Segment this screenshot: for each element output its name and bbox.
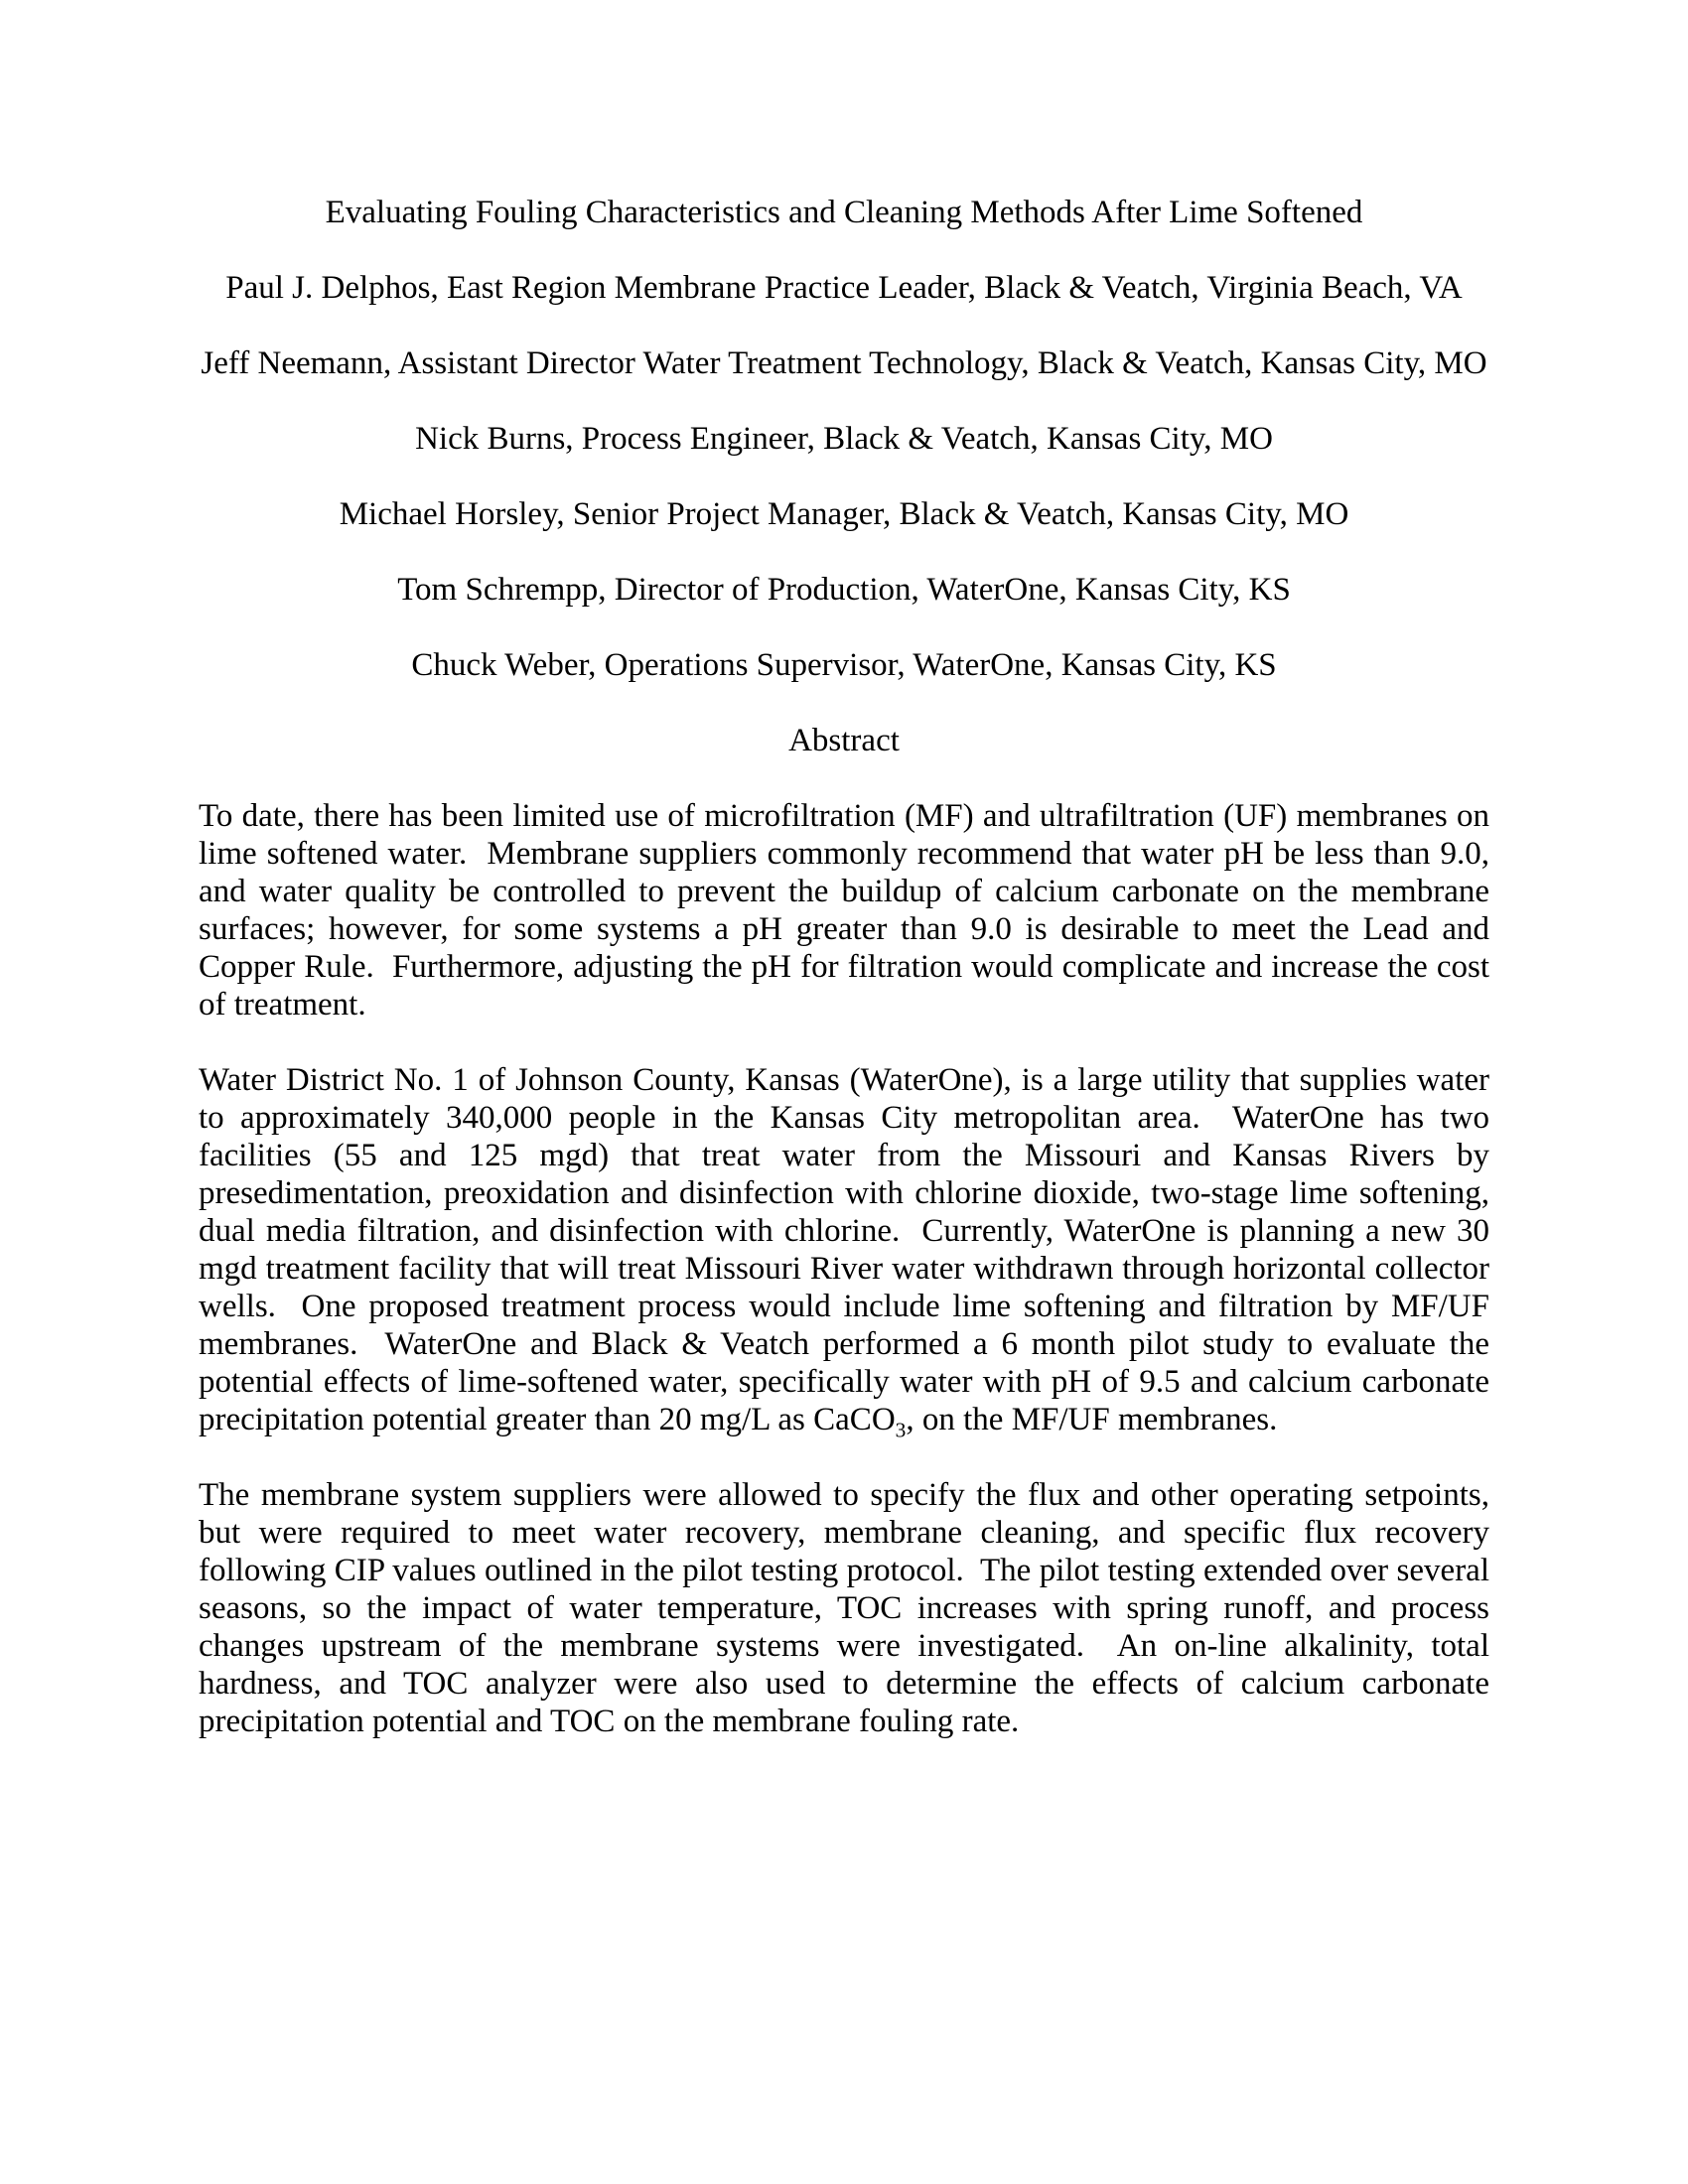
abstract-paragraph-2-text: Water District No. 1 of Johnson County, Kansas (WaterOne), is a large utility that supplies water to approximately 340,000 people in the Kansas City metropolitan area. WaterOne has two facilities (55 and 125 mgd) that treat water from the Missouri and Kansas Rivers by presedimentation, preoxidation and disinfection with chlorine dioxide, two-stage lime softening, dual media filtration, and disinfection with chlorine. Currently, WaterOne is planning a new 30 mgd treatment facility that will treat Missouri River water withdrawn through horizontal collector wells. One proposed treatment process would include lime softening and filtration by MF/UF membranes. WaterOne and Black & Veatch performed a 6 month pilot study to evaluate the potential effects of lime-softened water, specifically water with pH of 9.5 and calcium carbonate precipitation potential greater than 20 mg/L as CaCO: [199, 1062, 1489, 1437]
abstract-paragraph-2: [199, 1061, 1489, 1442]
author-line-1: Paul J. Delphos, East Region Membrane Practice Leader, Black & Veatch, Virginia Beach, VA: [225, 270, 1463, 306]
abstract-paragraph-1: To date, there has been limited use of microfiltration (MF) and ultrafiltration (UF) membranes on lime softened water. Membrane suppliers commonly recommend that water pH be less than 9.0, and water quality be controlled to prevent the buildup of calcium carbonate on the membrane surfaces; however, for some systems a pH greater than 9.0 is desirable to meet the Lead and Copper Rule. Furthermore, adjusting the pH for filtration would complicate and increase the cost of treatment.: [199, 798, 1489, 1023]
abstract-paragraph-3: The membrane system suppliers were allowed to specify the flux and other operating setpoints, but were required to meet water recovery, membrane cleaning, and specific flux recovery following CIP values outlined in the pilot testing protocol. The pilot testing extended over several seasons, so the impact of water temperature, TOC increases with spring runoff, and process changes upstream of the membrane systems were investigated. An on-line alkalinity, total hardness, and TOC analyzer were also used to determine the effects of calcium carbonate precipitation potential and TOC on the membrane fouling rate.: [199, 1477, 1489, 1739]
paper-title: Evaluating Fouling Characteristics and Cleaning Methods After Lime Softened: [325, 195, 1363, 230]
author-line-2: Jeff Neemann, Assistant Director Water Treatment Technology, Black & Veatch, Kansas City, MO: [201, 345, 1487, 381]
author-line-3: Nick Burns, Process Engineer, Black & Veatch, Kansas City, MO: [415, 421, 1273, 457]
author-line-6: Chuck Weber, Operations Supervisor, WaterOne, Kansas City, KS: [411, 647, 1277, 683]
caco3-subscript: 3: [895, 1418, 907, 1442]
abstract-heading: Abstract: [788, 723, 900, 758]
author-line-5: Tom Schrempp, Director of Production, WaterOne, Kansas City, KS: [397, 572, 1291, 608]
author-line-4: Michael Horsley, Senior Project Manager, Black & Veatch, Kansas City, MO: [339, 496, 1349, 532]
abstract-paragraph-2-text-end: , on the MF/UF membranes.: [906, 1402, 1278, 1437]
